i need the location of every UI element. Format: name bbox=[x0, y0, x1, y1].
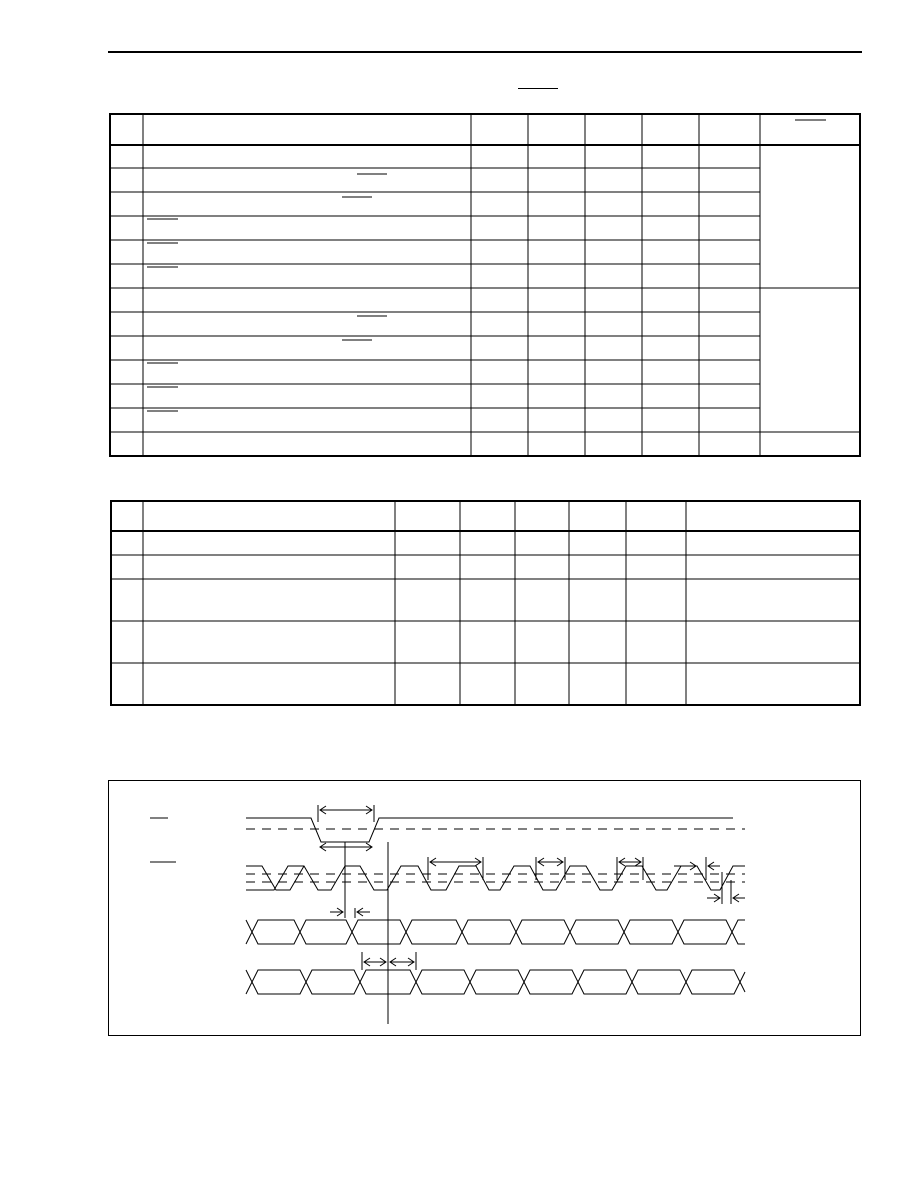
signal-1-waveform bbox=[246, 818, 733, 842]
signal-3-bus bbox=[246, 920, 745, 944]
signal-4-bus bbox=[246, 970, 745, 994]
signal-2-waveform bbox=[246, 866, 745, 890]
header-text bbox=[108, 34, 862, 48]
